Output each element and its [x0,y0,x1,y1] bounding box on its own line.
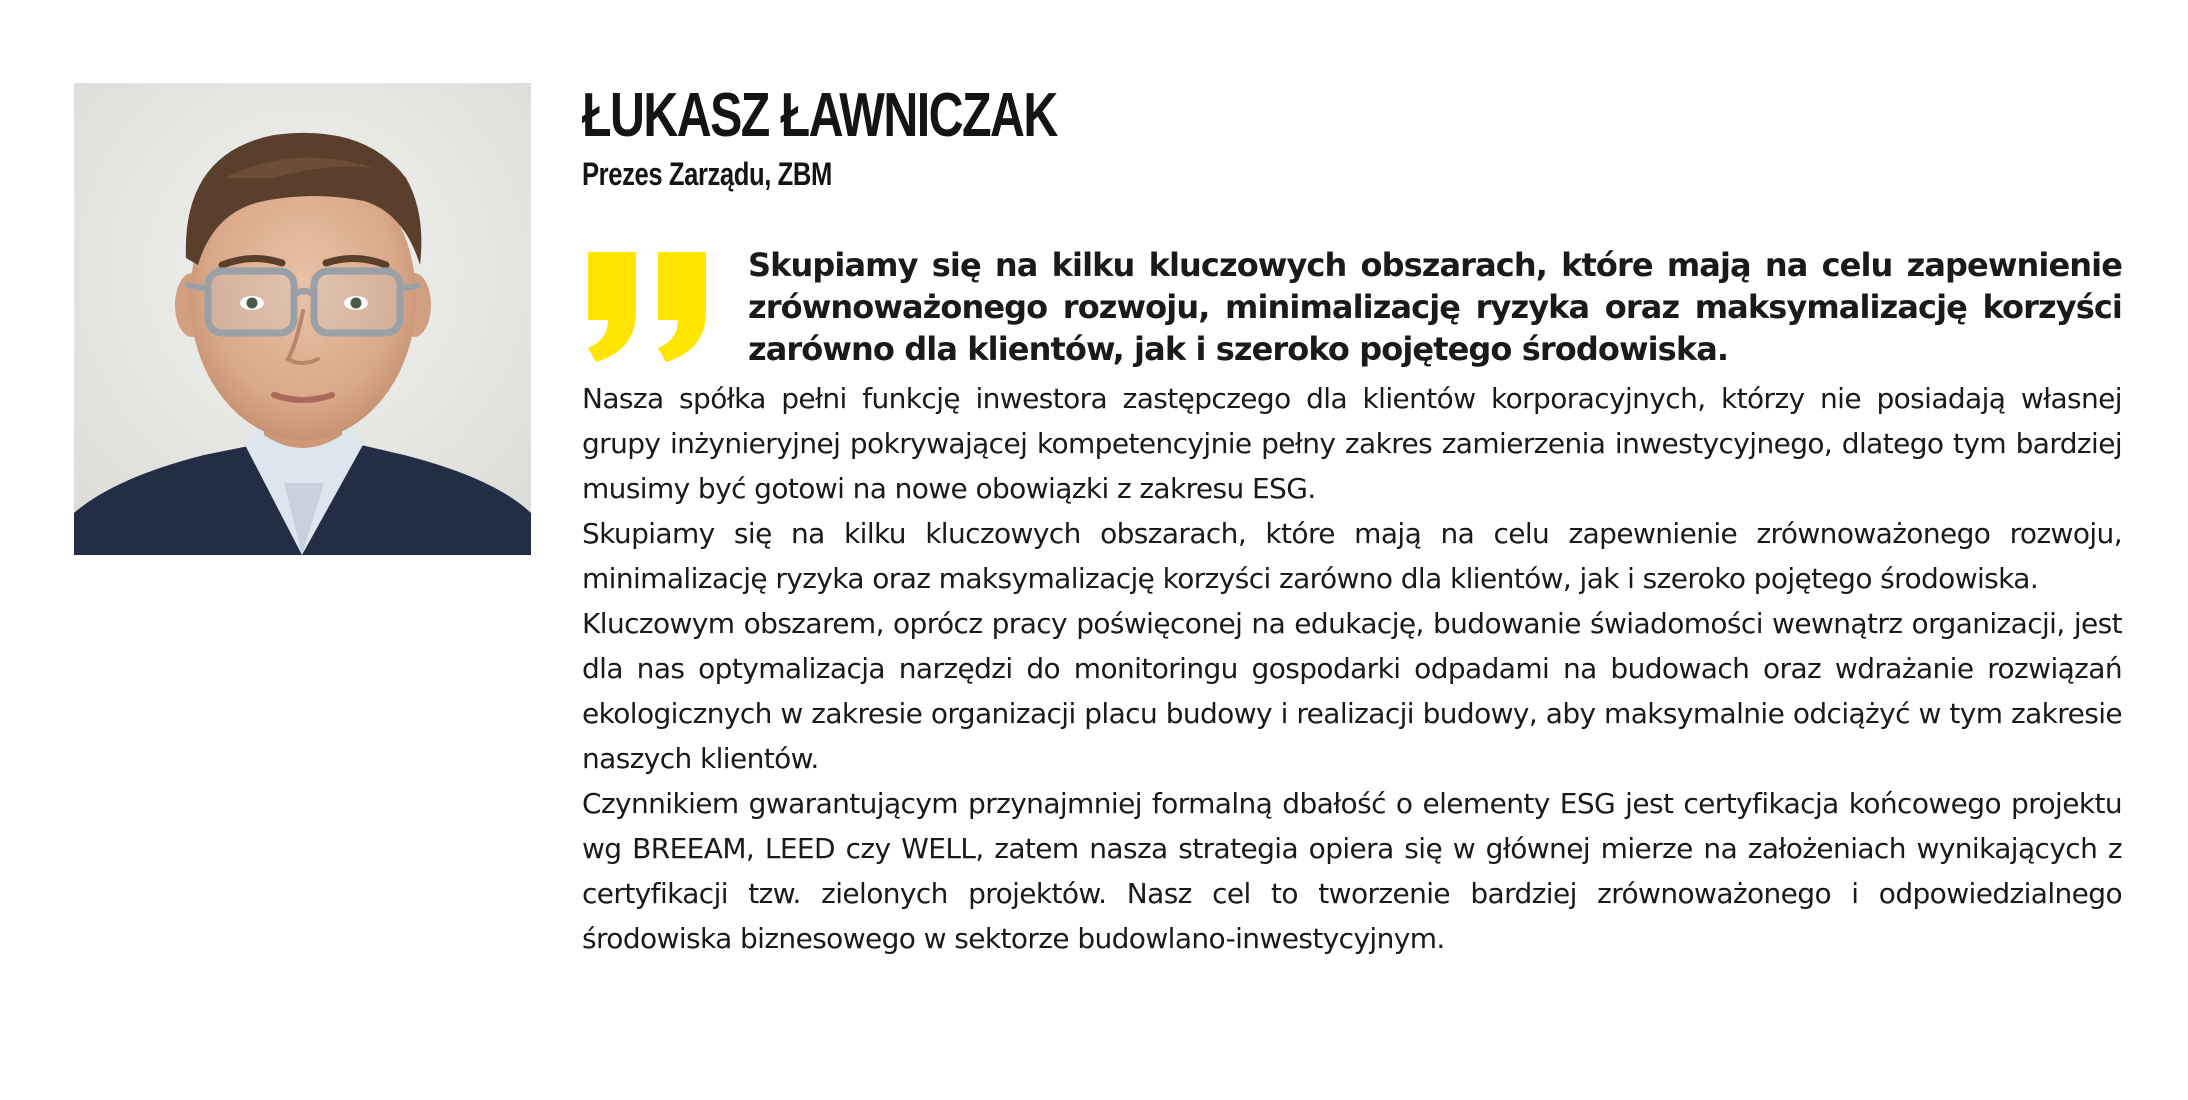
portrait-illustration [74,83,531,555]
portrait-photo [74,83,531,555]
quote-mark-icon [582,250,712,366]
article-body [582,376,2122,961]
person-name: ŁUKASZ ŁAWNICZAK [582,81,1057,150]
paragraph: Nasza spółka pełni funkcję inwestora zastępczego dla klientów korporacyjnych, którzy nie posiadają własnej grupy inżynieryjnej pokrywającej kompetencyjnie pełny zakres zamierzenia inwestycyjnego, dlatego tym bardziej musimy być gotowi na nowe obowiązki z zakresu ESG. [582,382,2122,505]
person-role: Prezes Zarządu, ZBM [582,156,832,192]
paragraph: Kluczowym obszarem, oprócz pracy poświęconej na edukację, budowanie świadomości wewnątrz organizacji, jest dla nas optymalizacja narzędzi do monitoringu gospodarki odpadami na budowach oraz wdrażanie rozwiązań ekologicznych w zakresie organizacji placu budowy i realizacji budowy, aby maksymalnie odciążyć w tym zakresie naszych klientów. [582,607,2122,775]
paragraph: Skupiamy się na kilku kluczowych obszarach, które mają na celu zapewnienie zrównoważonego rozwoju, minimalizację ryzyka oraz maksymalizację korzyści zarówno dla klientów, jak i szeroko pojętego środowiska. [582,517,2122,595]
paragraph: Czynnikiem gwarantującym przynajmniej formalną dbałość o elementy ESG jest certyfikacja końcowego projektu wg BREEAM, LEED czy WELL, zatem nasza strategia opiera się w głównej mierze na założeniach wynikających z certyfikacji tzw. zielonych projektów. Nasz cel to tworzenie bardziej zrównoważonego i odpowiedzialnego środowiska biznesowego w sektorze budowlano-inwestycyjnym. [582,787,2122,955]
profile-content [582,82,2122,961]
pull-quote [582,244,2122,370]
quote-text: Skupiamy się na kilku kluczowych obszarach, które mają na celu zapewnienie zrównoważonego rozwoju, minimalizację ryzyka oraz maksymalizację korzyści zarówno dla klientów, jak i szeroko pojętego środowiska. [748,246,2122,368]
